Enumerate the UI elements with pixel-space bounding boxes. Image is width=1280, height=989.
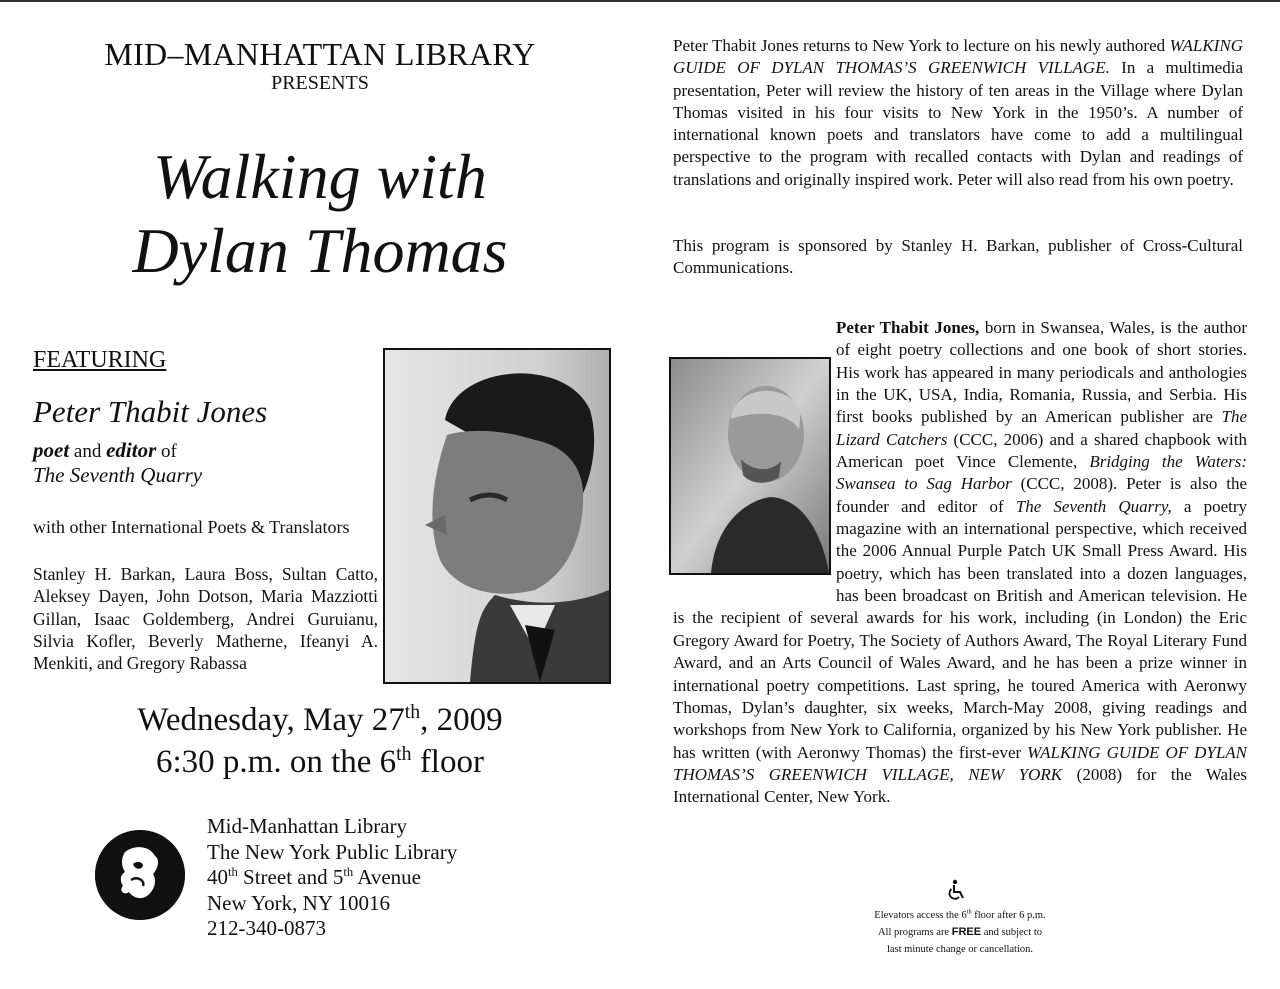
nypl-lion-logo [95, 830, 185, 920]
address-line4: New York, NY 10016 [207, 890, 390, 915]
footnote-elevator: Elevators access the 6th floor after 6 p.m. [874, 908, 1046, 921]
footnote-change: last minute change or cancellation. [886, 944, 1034, 955]
event-title-line2: Dylan Thomas [132, 215, 508, 286]
presents-label: PRESENTS [271, 72, 369, 94]
footnote [820, 907, 1100, 958]
sponsor-paragraph: This program is sponsored by Stanley H. Barkan, publisher of Cross-Cultural Communications. [673, 236, 1243, 278]
featuring-heading: FEATURING [33, 347, 167, 373]
event-title-line1: Walking with [153, 141, 487, 212]
intro-paragraph: Peter Thabit Jones returns to New York to lecture on his newly authored WALKING GUIDE OF DYLAN THOMAS’S GREENWICH VILLAGE. In a multimedia presentation, Peter will review the history of ten areas in the Village where Dylan Thomas visited in his four visits to New York in the 1950’s. A number of international known poets and translators have come to add a multilingual perspective to the program with recalled contacts with Dylan and readings of translations and originally inspired work. Peter will also read from his own poetry. [673, 36, 1243, 189]
address-line2: The New York Public Library [207, 839, 458, 864]
other-poets-label: with other International Poets & Translators [33, 517, 350, 537]
featured-role: poet and editor of [33, 438, 177, 462]
featured-poet-name: Peter Thabit Jones [33, 394, 268, 429]
bio-paragraph: Peter Thabit Jones, born in Swansea, Wales, is the author of eight poetry collections and one book of short stories. His work has appeared in many periodicals and anthologies in the UK, USA, India, Romania, Russia, and Serbia. His first books published by an American publisher are The Lizard Catchers (CCC, 2006) and a shared chapbook with American poet Vince Clemente, Bridging the Waters: Swansea to Sag Harbor (CCC, 2008). Peter is also the founder and editor of The Seventh Quarry, a poetry magazine with an international perspective, which received the 2006 Annual Purple Patch UK Small Press Award. His poetry, which has been translated into a dozen languages, has been broadcast on British and American television. He is the recipient of several awards for his work, including (in London) the Eric Gregory Award for Poetry, The Society of Authors Award, The Royal Literary Fund Award, and an Arts Council of Wales Award, and he has been a prize winner in international poetry competitions. Last spring, he toured America with Aeronwy Thomas, Dylan’s daughter, six weeks, March-May 2008, giving readings and workshops from New York to California, organized by his New York publisher. He has written (with Aeronwy Thomas) the first-ever WALKING GUIDE OF DYLAN THOMAS’S GREENWICH VILLAGE, NEW YORK (2008) for the Wales International Center, New York. [673, 318, 1248, 807]
event-time: 6:30 p.m. on the 6th floor [156, 743, 484, 780]
top-rule [0, 0, 1280, 2]
address-phone: 212-340-0873 [207, 916, 326, 940]
dylan-thomas-photo [383, 348, 611, 684]
address-line3: 40th Street and 5th Avenue [207, 865, 421, 889]
poets-list: Stanley H. Barkan, Laura Boss, Sultan Catto, Aleksey Dayen, John Dotson, Maria Mazziotti Gillan, Isaac Goldemberg, Andrei Guruianu, Silvia Kofler, Beverly Matherne, Ifeanyi A. Menkiti, and Gregory Rabassa [33, 564, 378, 674]
peter-thabit-jones-photo [669, 357, 831, 575]
library-address [207, 814, 457, 942]
magazine-title: The Seventh Quarry [33, 463, 203, 487]
footnote-free: All programs are FREE and subject to [877, 926, 1043, 938]
wheelchair-icon [947, 879, 967, 901]
event-date: Wednesday, May 27th, 2009 [137, 701, 503, 738]
address-line1: Mid-Manhattan Library [207, 814, 408, 838]
event-title [0, 140, 640, 288]
library-title: MID–MANHATTAN LIBRARY [104, 36, 536, 72]
